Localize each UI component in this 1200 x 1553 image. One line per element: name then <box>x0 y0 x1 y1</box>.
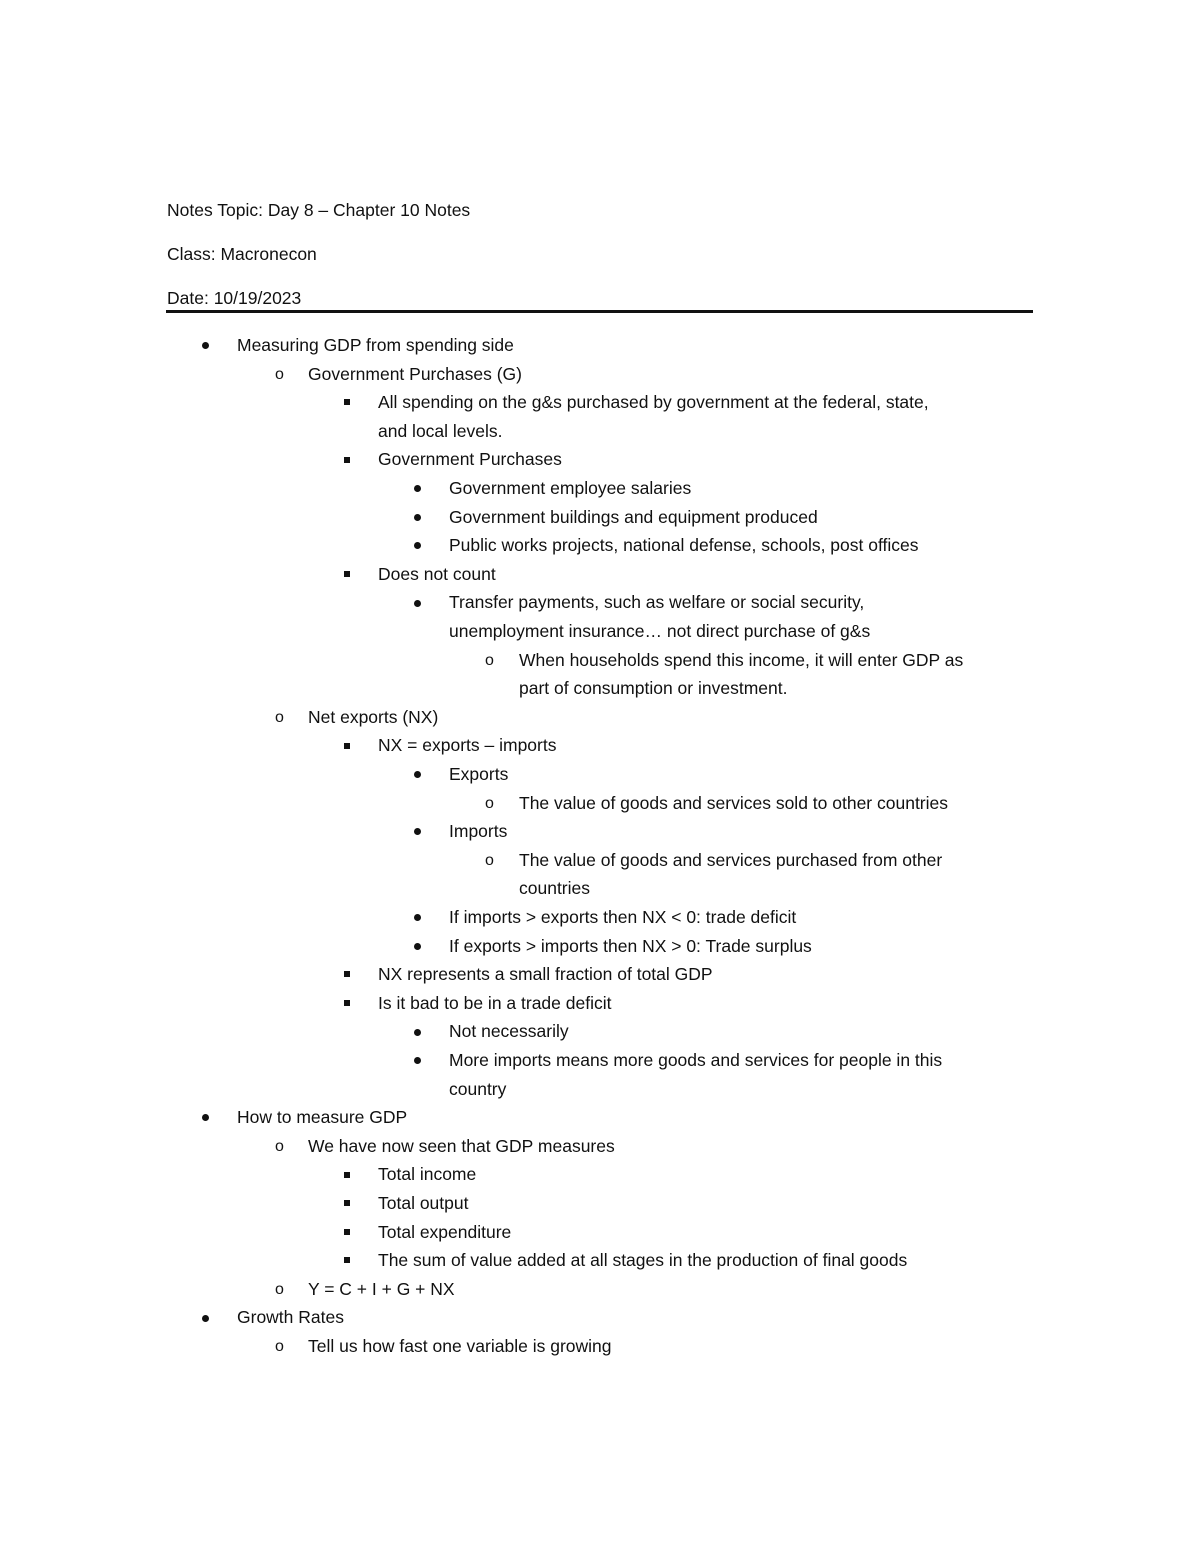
bullet-dot-icon <box>414 943 421 950</box>
outline-item-level-3 <box>0 989 1200 1018</box>
bullet-dot-icon <box>414 514 421 521</box>
bullet-square-icon <box>344 971 350 977</box>
outline-item-level-4 <box>0 817 1200 846</box>
bullet-circle-icon: o <box>485 794 494 812</box>
outline-item-level-3 <box>0 731 1200 760</box>
outline-item-level-4 <box>0 1046 1200 1103</box>
bullet-circle-icon: o <box>275 1138 284 1156</box>
outline-item-text: If exports > imports then NX > 0: Trade surplus <box>449 935 812 956</box>
outline-item-level-3 <box>0 960 1200 989</box>
outline-item-text: Not necessarily <box>449 1021 569 1042</box>
outline-item-text: Government Purchases <box>378 449 562 470</box>
outline-item-level-3 <box>0 1189 1200 1218</box>
bullet-dot-icon <box>202 1315 209 1322</box>
outline-item-level-4 <box>0 1017 1200 1046</box>
outline-item-level-2 <box>0 1275 1200 1304</box>
outline-item-level-5 <box>0 846 1200 903</box>
outline-item-text: unemployment insurance… not direct purchase of g&s <box>449 620 871 641</box>
outline-item-text: Transfer payments, such as welfare or social security, <box>449 592 865 613</box>
outline-item-level-1 <box>0 1103 1200 1132</box>
outline-item-text: If imports > exports then NX < 0: trade deficit <box>449 907 797 927</box>
outline-item-level-5 <box>0 789 1200 818</box>
outline-item-level-3 <box>0 445 1200 474</box>
bullet-circle-icon: o <box>275 1281 284 1299</box>
bullet-square-icon <box>344 1229 350 1235</box>
outline-item-text: More imports means more goods and services for people in this <box>449 1050 943 1070</box>
outline-item-level-4 <box>0 760 1200 789</box>
bullet-dot-icon <box>202 1114 209 1121</box>
bullet-dot-icon <box>414 600 421 607</box>
bullet-dot-icon <box>414 771 421 778</box>
outline-item-text: country <box>449 1078 507 1099</box>
outline-item-text: The sum of value added at all stages in the production of final goods <box>378 1250 908 1271</box>
bullet-circle-icon: o <box>275 1338 284 1356</box>
outline-item-text: Government Purchases (G) <box>308 363 522 384</box>
outline-item-text: Government employee salaries <box>449 478 692 498</box>
outline-item-text: Total income <box>378 1164 477 1185</box>
outline-item-text: The value of goods and services sold to other countries <box>519 792 948 813</box>
bullet-dot-icon <box>414 1057 421 1064</box>
outline-item-text: Government buildings and equipment produced <box>449 506 818 527</box>
outline-item-text: The value of goods and services purchased from other <box>519 849 943 870</box>
bullet-dot-icon <box>202 342 209 349</box>
header-divider <box>166 310 1033 313</box>
class-name: Class: Macronecon <box>167 244 317 264</box>
outline-item-text: We have now seen that GDP measures <box>308 1135 615 1156</box>
outline-item-level-3 <box>0 1218 1200 1247</box>
bullet-dot-icon <box>414 542 421 549</box>
outline-item-text: Measuring GDP from spending side <box>237 335 514 355</box>
outline-item-level-4 <box>0 903 1200 932</box>
bullet-circle-icon: o <box>485 852 494 870</box>
bullet-circle-icon: o <box>485 651 494 669</box>
outline-item-level-2 <box>0 360 1200 389</box>
outline-item-text: Is it bad to be in a trade deficit <box>378 992 612 1013</box>
outline-item-text: countries <box>519 878 591 899</box>
outline-item-level-2 <box>0 1332 1200 1361</box>
bullet-square-icon <box>344 399 350 405</box>
outline-item-text: Does not count <box>378 563 496 584</box>
outline-item-text: NX represents a small fraction of total GDP <box>378 964 713 985</box>
outline-item-level-3 <box>0 1160 1200 1189</box>
outline-item-level-1 <box>0 331 1200 360</box>
outline-item-level-3 <box>0 1246 1200 1275</box>
outline-item-text: All spending on the g&s purchased by government at the federal, state, <box>378 392 929 413</box>
bullet-square-icon <box>344 571 350 577</box>
outline-item-text: NX = exports – imports <box>378 735 557 756</box>
bullet-dot-icon <box>414 485 421 492</box>
bullet-square-icon <box>344 1172 350 1178</box>
bullet-square-icon <box>344 1257 350 1263</box>
outline-item-text: Growth Rates <box>237 1307 344 1328</box>
outline-item-level-4 <box>0 932 1200 961</box>
bullet-circle-icon: o <box>275 365 284 383</box>
notes-topic: Notes Topic: Day 8 – Chapter 10 Notes <box>167 200 471 220</box>
outline-item-level-2 <box>0 1132 1200 1161</box>
bullet-dot-icon <box>414 1029 421 1036</box>
outline-item-text: When households spend this income, it will enter GDP as <box>519 649 964 670</box>
outline-item-level-1 <box>0 1303 1200 1332</box>
bullet-square-icon <box>344 457 350 463</box>
outline-item-level-3 <box>0 388 1200 445</box>
outline-item-text: Exports <box>449 764 509 784</box>
bullet-square-icon <box>344 743 350 749</box>
outline-item-text: Total expenditure <box>378 1221 512 1242</box>
outline-item-level-4 <box>0 474 1200 503</box>
outline-item-text: Total output <box>378 1193 469 1213</box>
outline-item-text: Tell us how fast one variable is growing <box>308 1336 612 1356</box>
outline-item-level-3 <box>0 560 1200 589</box>
outline-item-text: Net exports (NX) <box>308 706 439 727</box>
bullet-square-icon <box>344 1000 350 1006</box>
outline-item-text: How to measure GDP <box>237 1107 408 1128</box>
outline-item-level-2 <box>0 703 1200 732</box>
bullet-dot-icon <box>414 914 421 921</box>
outline-item-text: part of consumption or investment. <box>519 678 788 699</box>
outline-item-level-4 <box>0 588 1200 645</box>
outline-item-text: Public works projects, national defense, schools, post offices <box>449 535 919 556</box>
bullet-dot-icon <box>414 828 421 835</box>
outline-item-level-4 <box>0 503 1200 532</box>
outline-item-text: Imports <box>449 821 508 842</box>
bullet-square-icon <box>344 1200 350 1206</box>
outline-item-level-5 <box>0 646 1200 703</box>
outline-item-text: and local levels. <box>378 420 503 441</box>
outline-item-level-4 <box>0 531 1200 560</box>
bullet-circle-icon: o <box>275 709 284 727</box>
notes-date: Date: 10/19/2023 <box>167 288 302 308</box>
outline-item-text: Y = C + I + G + NX <box>308 1278 455 1299</box>
